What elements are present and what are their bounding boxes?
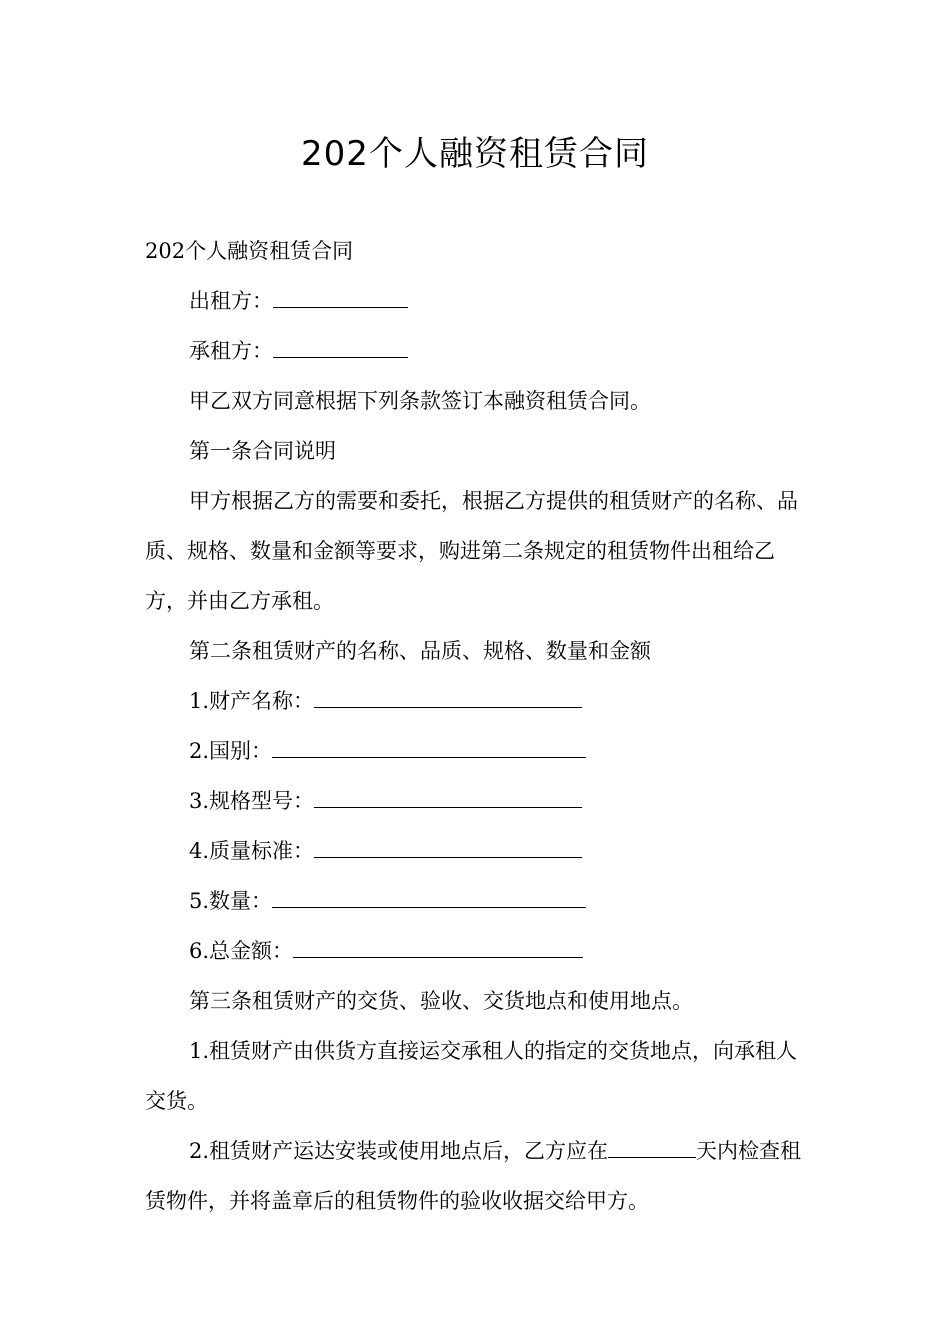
- document-heading: 202个人融资租赁合同: [145, 239, 354, 263]
- field-quality-blank: [314, 835, 582, 858]
- lessor-line: [145, 276, 815, 326]
- article3-item2-before: 2.租赁财产运达安装或使用地点后，乙方应在: [189, 1139, 609, 1163]
- field-model-blank: [314, 785, 582, 808]
- lessor-label: 出租方：: [189, 289, 273, 313]
- article3-item1: 1.租赁财产由供货方直接运交承租人的指定的交货地点，向承租人交货。: [145, 1039, 798, 1113]
- article3-title: 第三条租赁财产的交货、验收、交货地点和使用地点。: [189, 989, 693, 1013]
- lessee-line: [145, 326, 815, 376]
- field-quality-label: 4.质量标准：: [189, 839, 315, 863]
- lessor-blank: [273, 285, 408, 308]
- field-model: [145, 776, 815, 826]
- document-body: [145, 226, 815, 1226]
- lessee-blank: [273, 335, 408, 358]
- field-quantity-label: 5.数量：: [189, 889, 273, 913]
- field-amount-label: 6.总金额：: [189, 939, 294, 963]
- lessee-label: 承租方：: [189, 339, 273, 363]
- field-amount-blank: [293, 935, 583, 958]
- field-amount: [145, 926, 815, 976]
- field-country-label: 2.国别：: [189, 739, 273, 763]
- field-country: [145, 726, 815, 776]
- field-country-blank: [272, 735, 586, 758]
- field-quantity: [145, 876, 815, 926]
- field-property-name-label: 1.财产名称：: [189, 689, 315, 713]
- article2-title: 第二条租赁财产的名称、品质、规格、数量和金额: [189, 639, 651, 663]
- field-property-name: [145, 676, 815, 726]
- article3-item2-after: 天内检查租赁物件，并将盖章后的租赁物件的验收收据交给甲方。: [145, 1139, 802, 1213]
- days-blank: [608, 1135, 696, 1158]
- field-quantity-blank: [272, 885, 586, 908]
- document-title: 202个人融资租赁合同: [301, 134, 649, 174]
- field-quality: [145, 826, 815, 876]
- article1-paragraph: 甲方根据乙方的需要和委托，根据乙方提供的租赁财产的名称、品质、规格、数量和金额等要求，购进第二条规定的租赁物件出租给乙方，并由乙方承租。: [145, 489, 798, 613]
- field-property-name-blank: [314, 685, 582, 708]
- article3-item2: [145, 1126, 815, 1226]
- article1-title: 第一条合同说明: [189, 439, 336, 463]
- field-model-label: 3.规格型号：: [189, 789, 315, 813]
- intro-paragraph: 甲乙双方同意根据下列条款签订本融资租赁合同。: [189, 389, 651, 413]
